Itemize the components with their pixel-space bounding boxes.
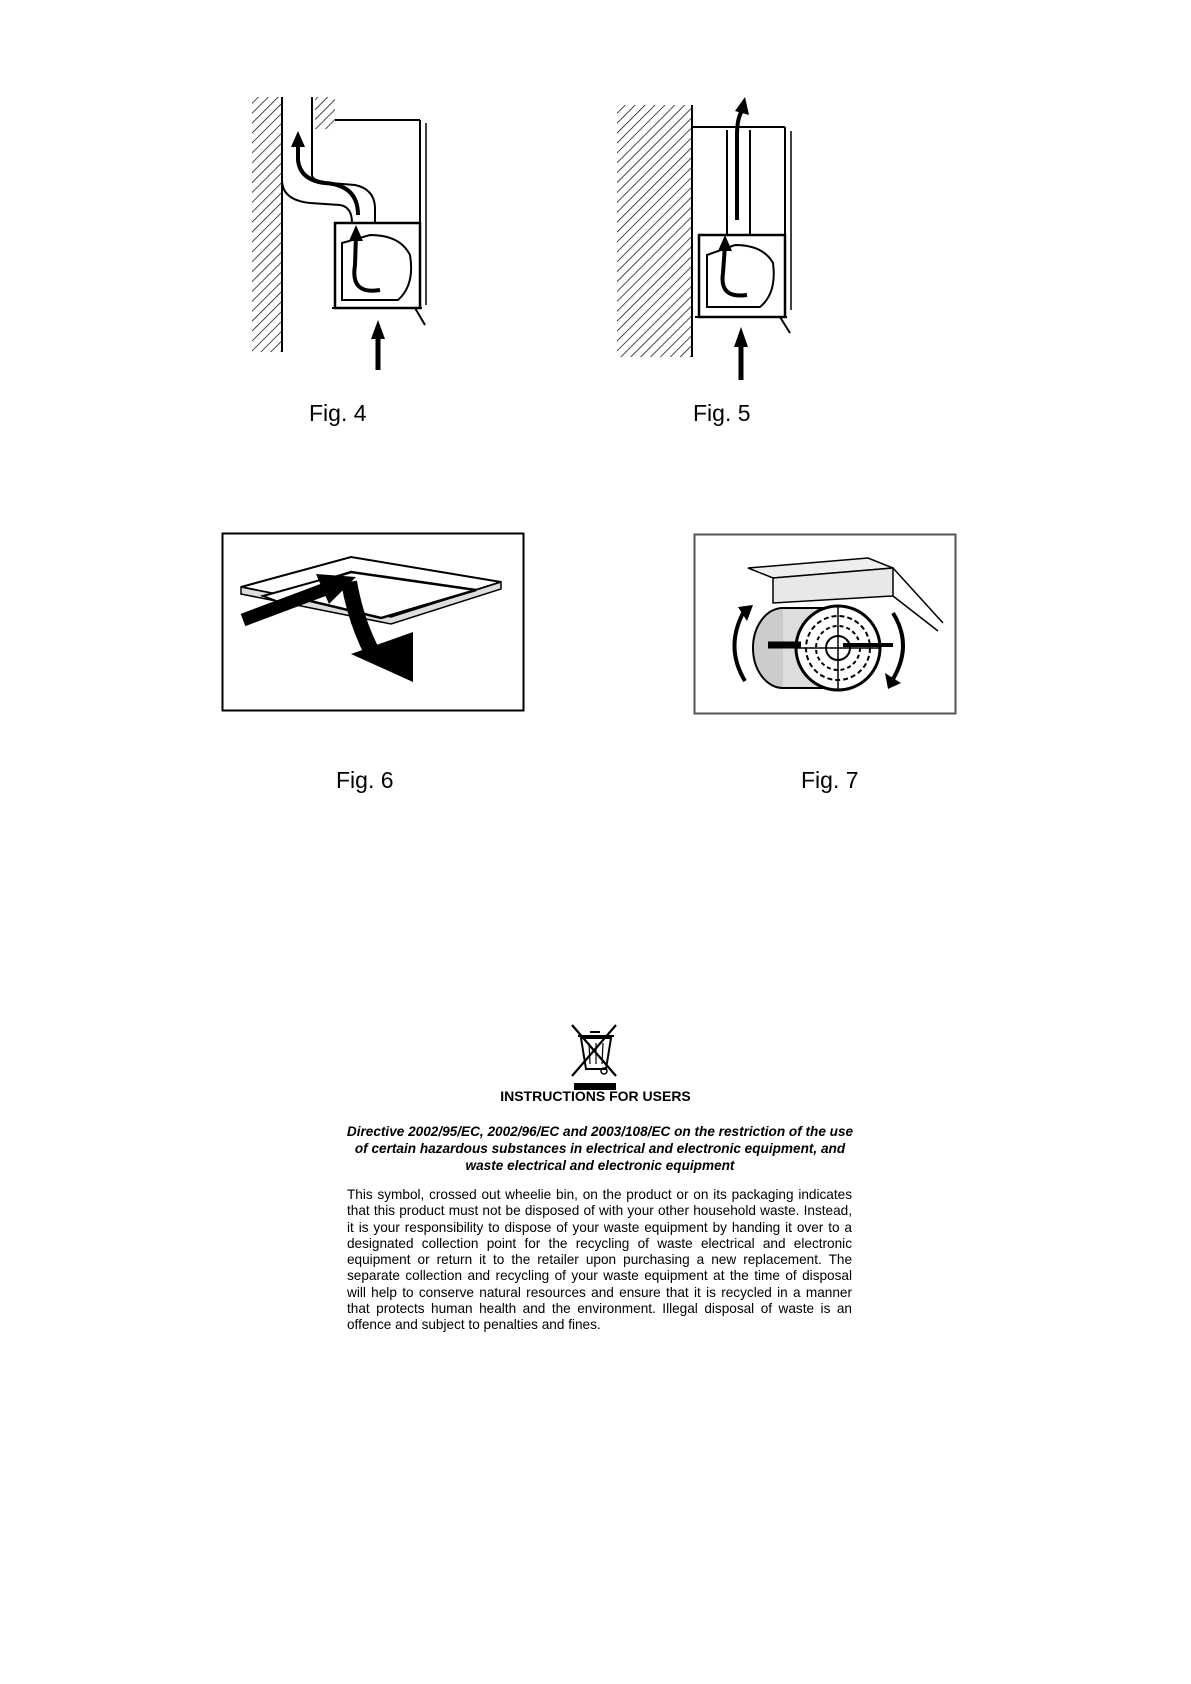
fig-5-caption: Fig. 5 — [693, 400, 751, 426]
crossed-out-wheelie-bin-icon — [570, 1022, 620, 1095]
directive-text: Directive 2002/95/EC, 2002/96/EC and 2003/108/EC on the restriction of the use of certain hazardous substances in electrical and electronic equipment, and waste electrical and electronic equipment — [346, 1124, 854, 1173]
figure-5-recirculation — [615, 95, 805, 385]
figure-6-filter-removal — [221, 532, 525, 712]
figure-4-ducted-extraction — [250, 95, 450, 375]
fig-7-caption: Fig. 7 — [801, 767, 859, 793]
fig-6-caption: Fig. 6 — [336, 767, 394, 793]
disposal-instructions-paragraph: This symbol, crossed out wheelie bin, on the product or on its packaging indicates that this product must not be disposed of with your other household waste. Instead, it is your responsibility to dispose of your waste equipment by handing it over to a designated collection point for the recycling of waste electrical and electronic equipment or return it to the retailer upon purchasing a new replacement. The separate collection and recycling of your waste equipment at the time of disposal will help to conserve natural resources and ensure that it is recycled in a manner that protects human health and the environment. Illegal disposal of waste is an offence and subject to penalties and fines. — [347, 1187, 852, 1333]
instructions-title: INSTRUCTIONS FOR USERS — [500, 1088, 691, 1104]
figure-7-motor-rotation — [693, 533, 957, 715]
fig-4-caption: Fig. 4 — [309, 400, 367, 426]
